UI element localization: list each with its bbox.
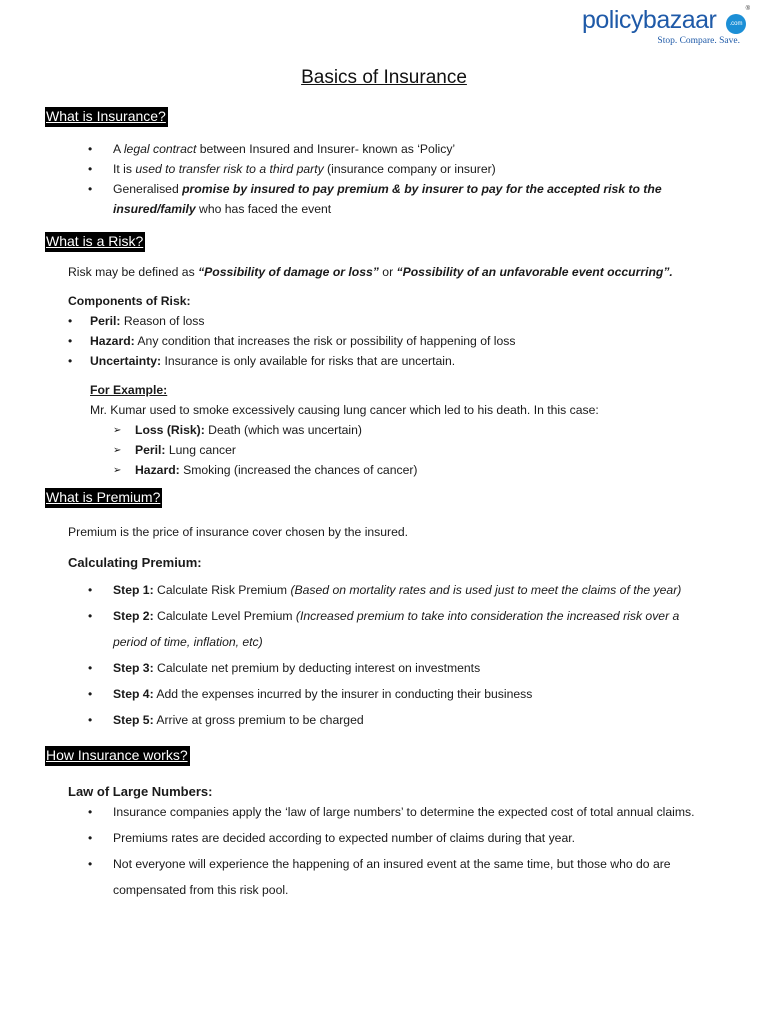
bullet: • <box>88 713 93 727</box>
risk-component-hazard: Hazard: Any condition that increases the risk or possibility of happening of loss <box>90 334 516 348</box>
example-loss: Loss (Risk): Death (which was uncertain) <box>135 423 362 437</box>
bullet: • <box>88 857 93 871</box>
heading-what-is-premium: What is Premium? <box>45 488 162 508</box>
example-text: Mr. Kumar used to smoke excessively causing lung cancer which led to his death. In this case: <box>90 403 599 417</box>
bullet: • <box>88 142 93 156</box>
risk-component-uncertainty: Uncertainty: Insurance is only available for risks that are uncertain. <box>90 354 456 368</box>
bullet: • <box>88 162 93 176</box>
page-title: Basics of Insurance <box>301 67 467 88</box>
calculating-premium-title: Calculating Premium: <box>68 555 202 570</box>
components-of-risk-title: Components of Risk: <box>68 294 191 308</box>
logo-wordmark: policybazaar <box>582 6 717 34</box>
for-example-title: For Example: <box>90 383 168 397</box>
logo-tagline: Stop. Compare. Save. <box>657 36 740 46</box>
risk-definition: Risk may be defined as “Possibility of damage or loss” or “Possibility of an unfavorable event occurring”. <box>68 265 673 279</box>
bullet: • <box>88 609 93 623</box>
arrow-bullet-icon: ➢ <box>113 445 122 456</box>
bullet: • <box>68 314 73 328</box>
bullet: • <box>88 687 93 701</box>
premium-step-3: Step 3: Calculate net premium by deducting interest on investments <box>113 661 481 675</box>
premium-definition: Premium is the price of insurance cover chosen by the insured. <box>68 525 409 539</box>
works-point-2: Premiums rates are decided according to expected number of claims during that year. <box>113 831 576 845</box>
insurance-point-3-cont: insured/family who has faced the event <box>113 202 332 216</box>
law-of-large-numbers-title: Law of Large Numbers: <box>68 784 213 799</box>
heading-how-insurance-works: How Insurance works? <box>45 746 190 766</box>
premium-step-4: Step 4: Add the expenses incurred by the insurer in conducting their business <box>113 687 533 701</box>
bullet: • <box>68 334 73 348</box>
works-point-1: Insurance companies apply the ‘law of large numbers’ to determine the expected cost of total annual claims. <box>113 805 695 819</box>
bullet: • <box>88 661 93 675</box>
bullet: • <box>88 583 93 597</box>
heading-what-is-insurance: What is Insurance? <box>45 107 168 127</box>
arrow-bullet-icon: ➢ <box>113 465 122 476</box>
premium-step-1: Step 1: Calculate Risk Premium (Based on mortality rates and is used just to meet the claims of the year) <box>113 583 682 597</box>
works-point-3-cont: compensated from this risk pool. <box>113 883 289 897</box>
insurance-point-3: Generalised promise by insured to pay premium & by insurer to pay for the accepted risk to the <box>113 182 662 196</box>
arrow-bullet-icon: ➢ <box>113 425 122 436</box>
bullet: • <box>88 831 93 845</box>
example-hazard: Hazard: Smoking (increased the chances of cancer) <box>135 463 418 477</box>
premium-step-2-cont: period of time, inflation, etc) <box>113 635 263 649</box>
premium-step-5: Step 5: Arrive at gross premium to be charged <box>113 713 364 727</box>
policybazaar-logo[interactable] <box>580 6 750 48</box>
works-point-3: Not everyone will experience the happening of an insured event at the same time, but those who do are <box>113 857 671 871</box>
insurance-point-1: A legal contract between Insured and Insurer- known as ‘Policy’ <box>113 142 456 156</box>
premium-step-2: Step 2: Calculate Level Premium (Increased premium to take into consideration the increased risk over a <box>113 609 680 623</box>
bullet: • <box>68 354 73 368</box>
risk-component-peril: Peril: Reason of loss <box>90 314 205 328</box>
logo-registered-mark: ® <box>745 6 750 12</box>
logo-dotcom-badge: .com <box>726 14 746 34</box>
bullet: • <box>88 805 93 819</box>
heading-what-is-risk: What is a Risk? <box>45 232 145 252</box>
example-peril: Peril: Lung cancer <box>135 443 236 457</box>
insurance-point-2: It is used to transfer risk to a third party (insurance company or insurer) <box>113 162 496 176</box>
bullet: • <box>88 182 93 196</box>
